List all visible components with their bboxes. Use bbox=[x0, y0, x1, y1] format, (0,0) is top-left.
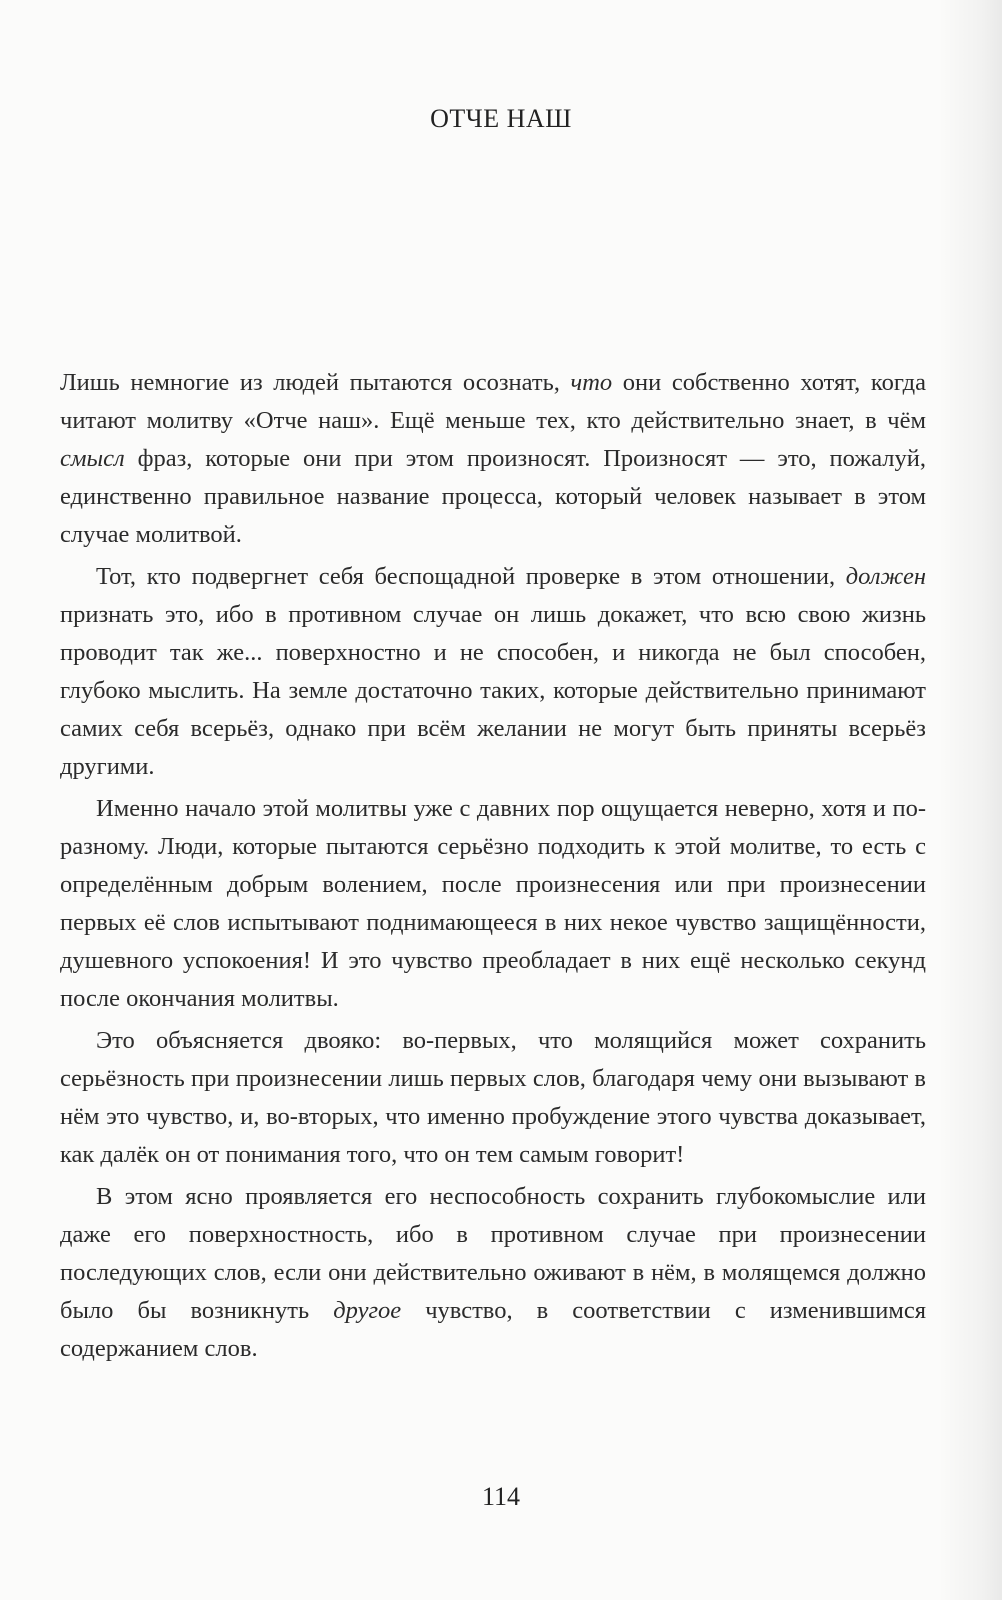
italic-segment: другое bbox=[333, 1297, 402, 1324]
paragraph-2 bbox=[60, 558, 926, 786]
text-segment: Тот, кто подвергнет себя беспощадной проверке в этом отношении, bbox=[96, 563, 846, 590]
text-segment: фраз, которые они при этом произносят. Произносят — это, пожалуй, единственно правильное название процесса, который человек называет в этом случае молитвой. bbox=[60, 445, 926, 548]
italic-segment: должен bbox=[845, 563, 926, 590]
body-text bbox=[60, 364, 926, 1372]
text-segment: Это объясняется двояко: во-первых, что молящийся может сохранить серьёзность при произнесении лишь первых слов, благодаря чему они вызывают в нём это чувство, и, во-вторых, что именно пробуждение этого чувства доказывает, как далёк он от понимания того, что он тем самым говорит! bbox=[60, 1027, 926, 1168]
chapter-title: ОТЧЕ НАШ bbox=[430, 104, 572, 133]
text-segment: признать это, ибо в противном случае он лишь докажет, что всю свою жизнь проводит так же... поверхностно и не способен, и никогда не был способен, глубоко мыслить. На земле достаточно таких, которые действительно принимают самих себя всерьёз, однако при всём желании не могут быть приняты всерьёз другими. bbox=[60, 601, 926, 780]
text-segment: В этом ясно проявляется его неспособность сохранить глубокомыслие или даже его поверхностность, ибо в противном случае при произнесении последующих слов, если они действительно оживают в нём, в молящемся должно было бы возникнуть bbox=[60, 1183, 926, 1324]
page-number: 114 bbox=[481, 1482, 521, 1511]
paragraph-3 bbox=[60, 790, 926, 1018]
text-segment: Именно начало этой молитвы уже с давних пор ощущается неверно, хотя и по-разному. Люди, которые пытаются серьёзно подходить к этой молитве, то есть с определённым добрым волением, после произнесения или при произнесении первых её слов испытывают поднимающееся в них некое чувство защищённости, душевного успокоения! И это чувство преобладает в них ещё несколько секунд после окончания молитвы. bbox=[60, 795, 926, 1012]
text-segment: чувство, в соответствии с изменившимся содержанием слов. bbox=[60, 1297, 927, 1362]
paragraph-4 bbox=[60, 1022, 926, 1174]
paragraph-5 bbox=[60, 1178, 926, 1368]
italic-segment: смысл bbox=[60, 445, 125, 472]
page-edge-shadow bbox=[938, 0, 1002, 1600]
paragraph-1 bbox=[60, 364, 926, 554]
text-segment: Лишь немногие из людей пытаются осознать, bbox=[60, 369, 571, 396]
italic-segment: что bbox=[570, 369, 613, 396]
text-segment: они собственно хотят, когда читают молитву «Отче наш». Ещё меньше тех, кто действительно знает, в чём bbox=[60, 369, 926, 434]
